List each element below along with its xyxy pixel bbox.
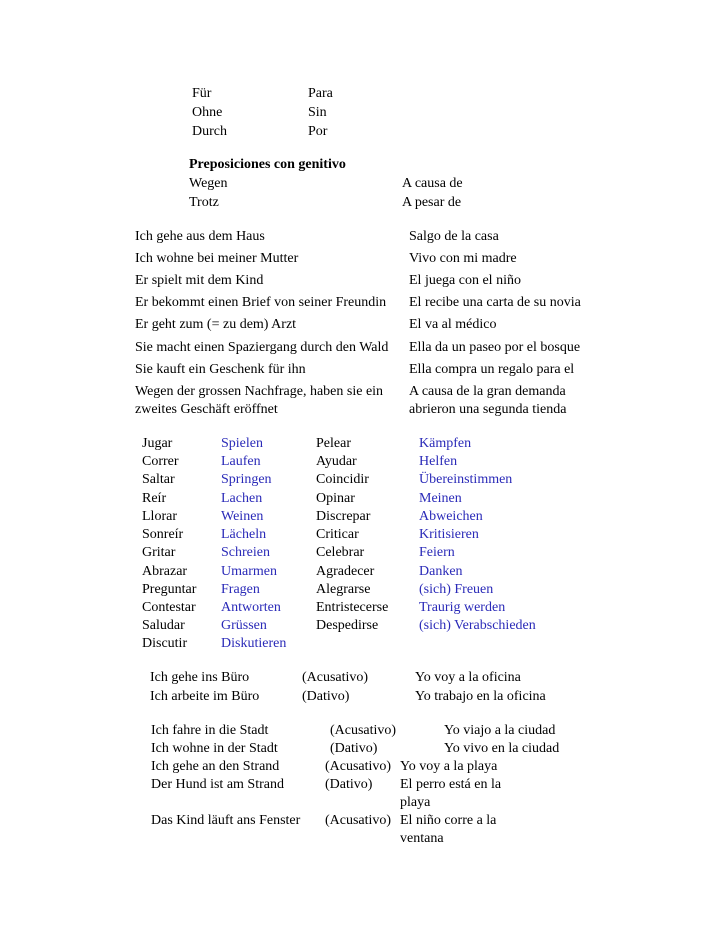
sentence-de: Ich wohne bei meiner Mutter [135,251,299,266]
verb-de: Traurig werden [419,600,506,615]
case-sentence-de: Ich wohne in der Stadt [151,741,278,756]
sentence-de: Er geht zum (= zu dem) Arzt [135,317,297,332]
verb-de: Schreien [221,545,270,560]
case-label: (Acusativo) [330,723,397,738]
gen-prep-de: Trotz [189,195,219,210]
verb-de: Kritisieren [419,527,479,542]
case-label: (Acusativo) [325,813,392,828]
section-heading: Preposiciones con genitivo [189,157,346,172]
case-sentence-de: Ich gehe an den Strand [151,759,280,774]
sentence-de: Sie kauft ein Geschenk für ihn [135,362,306,377]
verb-es: Saludar [142,618,185,633]
gen-prep-es: A pesar de [402,195,462,210]
verb-es: Llorar [142,509,177,524]
acc-prep-de: Durch [192,124,227,139]
verb-es: Alegrarse [316,582,371,597]
sentence-es: El recibe una carta de su novia [409,295,581,310]
verb-es: Saltar [142,472,175,487]
verb-es: Correr [142,454,179,469]
case-sentence-es: Yo vivo en la ciudad [444,741,560,756]
verb-de: Lachen [221,491,263,506]
verb-de: Abweichen [419,509,483,524]
sentence-es: Salgo de la casa [409,229,499,244]
verb-es: Coincidir [316,472,369,487]
verb-de: Grüssen [221,618,267,633]
case-sentence-de: Ich gehe ins Büro [150,670,250,685]
verb-es: Entristecerse [316,600,389,615]
verb-es: Agradecer [316,564,375,579]
verb-de: Feiern [419,545,455,560]
sentence-de: Er bekommt einen Brief von seiner Freundin [135,295,387,310]
verb-de: Kämpfen [419,436,472,451]
sentence-de: Er spielt mit dem Kind [135,273,264,288]
sentence-es: El juega con el niño [409,273,521,288]
verb-es: Ayudar [316,454,357,469]
verb-es: Celebrar [316,545,365,560]
verb-es: Preguntar [142,582,197,597]
verb-de: Antworten [221,600,281,615]
sentence-de: Sie macht einen Spaziergang durch den Wald [135,340,389,355]
verb-de: Fragen [221,582,260,597]
verb-de: Übereinstimmen [419,472,513,487]
verb-de: Danken [419,564,463,579]
case-sentence-de: Das Kind läuft ans Fenster [151,813,301,828]
verb-es: Discrepar [316,509,371,524]
sentence-de: zweites Geschäft eröffnet [135,402,278,417]
case-label: (Dativo) [325,777,373,792]
verb-es: Jugar [142,436,173,451]
verb-es: Despedirse [316,618,379,633]
verb-es: Pelear [316,436,351,451]
verb-de: (sich) Freuen [419,582,494,597]
verb-es: Discutir [142,636,188,651]
verb-de: Weinen [221,509,264,524]
sentence-es: Vivo con mi madre [409,251,517,266]
case-sentence-de: Ich fahre in die Stadt [151,723,269,738]
case-sentence-es: Yo trabajo en la oficina [415,689,546,704]
case-sentence-es: El perro está en la [400,777,502,792]
case-sentence-es: El niño corre a la [400,813,497,828]
verb-de: (sich) Verabschieden [419,618,536,633]
case-sentence-es: ventana [400,831,444,846]
verb-es: Criticar [316,527,359,542]
acc-prep-es: Por [308,124,328,139]
acc-prep-de: Ohne [192,105,223,120]
case-sentence-es: Yo voy a la oficina [415,670,521,685]
sentence-es: Ella compra un regalo para el [409,362,575,377]
sentence-es: El va al médico [409,317,497,332]
verb-de: Diskutieren [221,636,287,651]
acc-prep-de: Für [192,86,212,101]
case-sentence-de: Ich arbeite im Büro [150,689,260,704]
verb-de: Helfen [419,454,458,469]
case-sentence-es: playa [400,795,431,810]
verb-es: Gritar [142,545,176,560]
verb-es: Abrazar [142,564,188,579]
acc-prep-es: Sin [308,105,327,120]
case-label: (Dativo) [302,689,350,704]
case-label: (Acusativo) [325,759,392,774]
gen-prep-es: A causa de [402,176,463,191]
gen-prep-de: Wegen [189,176,228,191]
verb-es: Reír [142,491,167,506]
verb-de: Laufen [221,454,261,469]
verb-de: Springen [221,472,272,487]
sentence-es: A causa de la gran demanda [409,384,566,399]
verb-es: Contestar [142,600,196,615]
verb-de: Lächeln [221,527,267,542]
verb-es: Sonreír [142,527,184,542]
case-sentence-es: Yo voy a la playa [400,759,498,774]
sentence-es: abrieron una segunda tienda [409,402,567,417]
case-label: (Dativo) [330,741,378,756]
sentence-es: Ella da un paseo por el bosque [409,340,581,355]
acc-prep-es: Para [308,86,333,101]
sentence-de: Ich gehe aus dem Haus [135,229,265,244]
case-sentence-es: Yo viajo a la ciudad [444,723,556,738]
verb-de: Spielen [221,436,263,451]
verb-de: Umarmen [221,564,277,579]
verb-de: Meinen [419,491,462,506]
sentence-de: Wegen der grossen Nachfrage, haben sie ein [135,384,384,399]
verb-es: Opinar [316,491,355,506]
case-sentence-de: Der Hund ist am Strand [151,777,284,792]
case-label: (Acusativo) [302,670,369,685]
